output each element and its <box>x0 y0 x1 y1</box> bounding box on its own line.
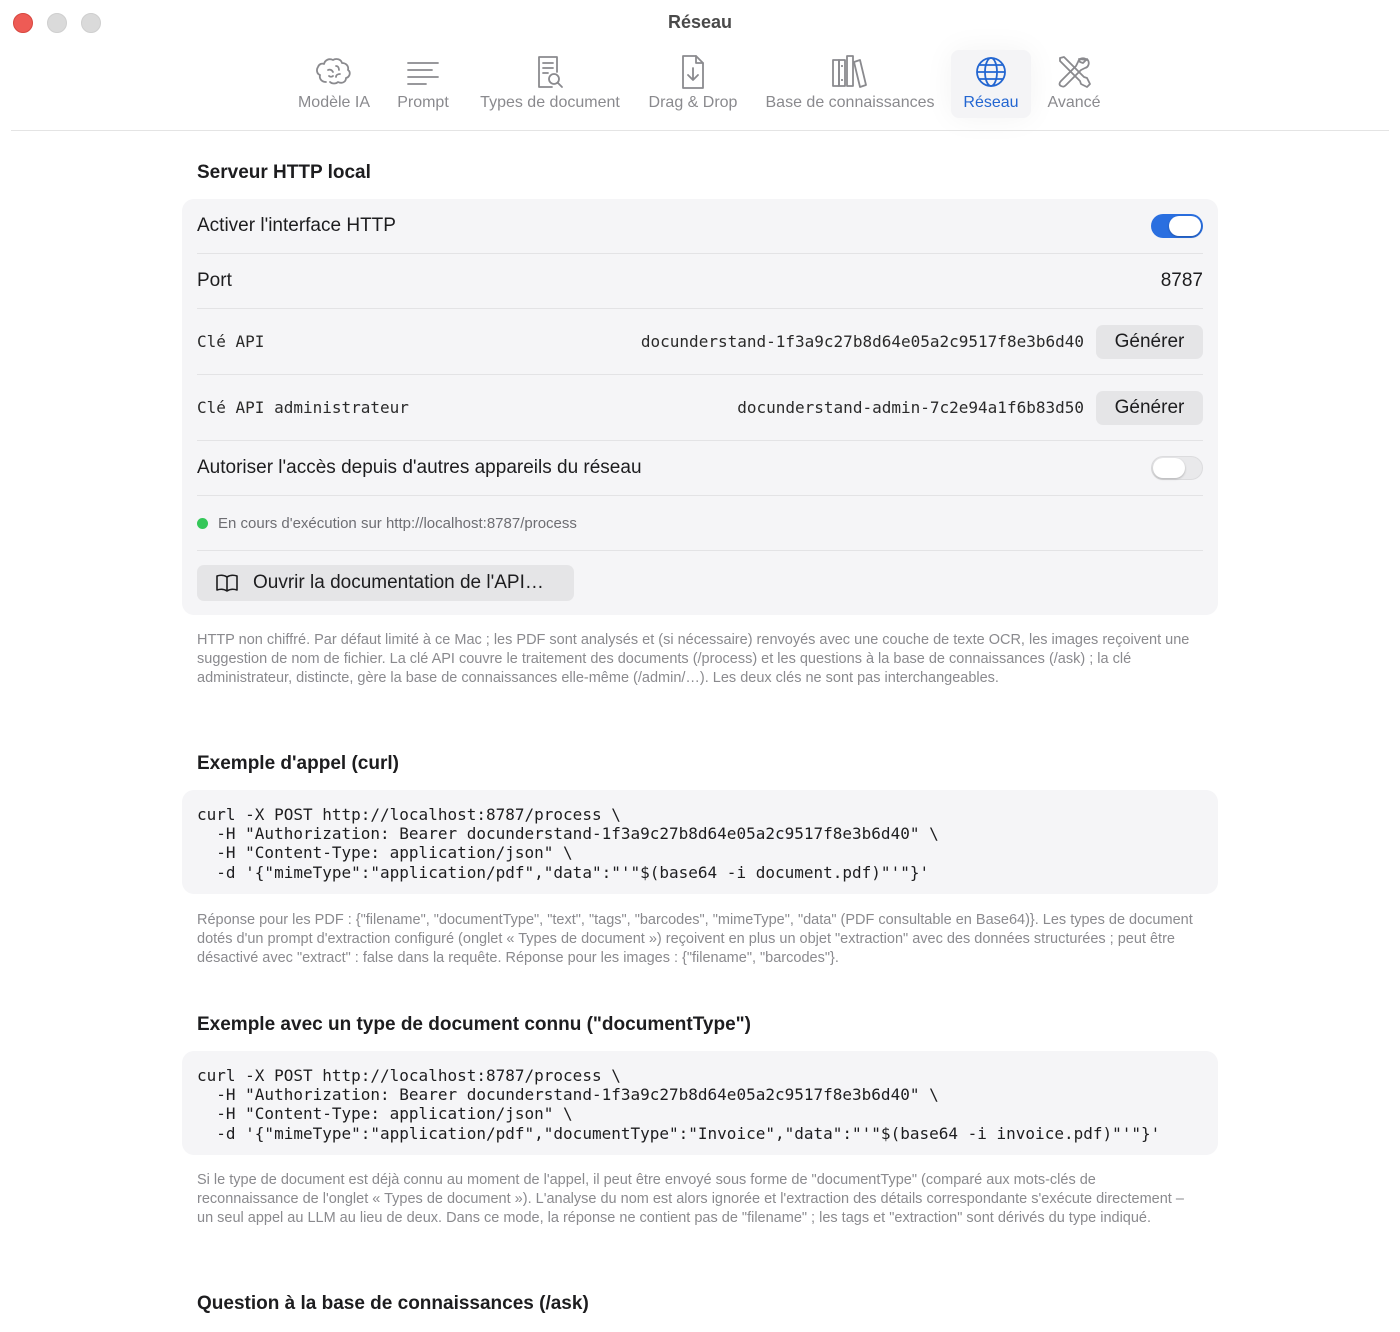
globe-icon <box>971 54 1011 90</box>
tab-prompt[interactable] <box>390 50 456 118</box>
open-api-docs-label: Ouvrir la documentation de l'API… <box>253 572 544 593</box>
port-row <box>197 254 1203 309</box>
document-search-icon <box>530 54 570 90</box>
toggle-knob <box>1169 216 1201 236</box>
http-settings-card <box>182 199 1218 615</box>
admin-key-value[interactable]: docunderstand-admin-7c2e94a1f6b83d50 <box>737 398 1084 417</box>
window-title: Réseau <box>667 12 733 32</box>
server-status <box>197 515 577 532</box>
admin-key-label: Clé API administrateur <box>197 398 409 417</box>
server-status-text: En cours d'exécution sur http://localhost:8787/process <box>218 514 577 532</box>
remote-access-toggle[interactable] <box>1151 456 1203 480</box>
status-row <box>197 496 1203 551</box>
tab-base-de-connaissances[interactable] <box>756 50 944 118</box>
admin-key-row <box>197 375 1203 441</box>
remote-access-row <box>197 441 1203 496</box>
tab-label: Modèle IA <box>297 94 371 111</box>
enable-http-label: Activer l'interface HTTP <box>197 215 396 236</box>
text-lines-icon <box>403 54 443 90</box>
toggle-knob <box>1153 458 1185 478</box>
tab-avance[interactable] <box>1042 50 1106 118</box>
api-key-label: Clé API <box>197 332 265 351</box>
toolbar-divider <box>11 130 1389 131</box>
api-key-value[interactable]: docunderstand-1f3a9c27b8d64e05a2c9517f8e3b6d40 <box>640 332 1084 351</box>
port-label: Port <box>197 270 232 291</box>
brain-icon <box>314 54 354 90</box>
port-value[interactable]: 8787 <box>1160 270 1203 291</box>
enable-http-row <box>197 199 1203 254</box>
tab-label: Base de connaissances <box>765 94 935 111</box>
http-section-title: Serveur HTTP local <box>197 162 371 183</box>
tab-label: Drag & Drop <box>648 94 738 111</box>
tab-label: Types de document <box>480 94 620 111</box>
example2-title: Exemple avec un type de document connu ("documentType") <box>197 1014 751 1035</box>
book-icon <box>215 573 239 593</box>
books-icon <box>830 54 870 90</box>
http-note: HTTP non chiffré. Par défaut limité à ce Mac ; les PDF sont analysés et (si nécessaire) renvoyés avec une couche de texte OCR, les images reçoivent une suggestion de nom de fichier. La clé API couvre le traitement des documents (/process) et les questions à la base de connaissances (/ask) ; la clé administrateur, distincte, gère la base de connaissances elle-même (/admin/…). Les deux clés ne sont pas interchangeables. <box>197 632 1190 686</box>
generate-admin-key-button[interactable]: Générer <box>1096 391 1203 425</box>
tab-types-de-document[interactable] <box>470 50 630 118</box>
ask-section-title: Question à la base de connaissances (/ask) <box>197 1293 589 1314</box>
settings-toolbar <box>0 50 1400 130</box>
example2-note: Si le type de document est déjà connu au moment de l'appel, il peut être envoyé sous forme de "documentType" (comparé aux mots-clés de reconnaissance de l'onglet « Types de document »). L'analyse du nom est alors ignorée et l'extraction des détails correspondante s'exécute directement – un seul appel au LLM au lieu de deux. Dans ce mode, la réponse ne contient pas de "filename" ; les tags et "extraction" sont dérivés du type indiqué. <box>197 1172 1184 1226</box>
tab-modele-ia[interactable] <box>291 50 377 118</box>
api-key-row <box>197 309 1203 375</box>
remote-access-label: Autoriser l'accès depuis d'autres appareils du réseau <box>197 457 642 478</box>
enable-http-toggle[interactable] <box>1151 214 1203 238</box>
document-download-icon <box>673 54 713 90</box>
generate-api-key-button[interactable]: Générer <box>1096 325 1203 359</box>
example1-code[interactable]: curl -X POST http://localhost:8787/process \ -H "Authorization: Bearer docunderstand-1f3a9c27b8d64e05a2c9517f8e3b6d40" \ -H "Content-Type: application/json" \ -d '{"mimeType":"application/pdf","data":"'"$(base64 -i document.pdf)"'"}' <box>197 805 939 882</box>
tab-label: Avancé <box>1047 94 1101 111</box>
example1-note: Réponse pour les PDF : {"filename", "documentType", "text", "tags", "barcodes", "mimeType", "data" (PDF consultable en Base64)}. Les types de document dotés d'un prompt d'extraction configuré (onglet « Types de document ») reçoivent en plus un objet "extraction" avec des données structurées ; peut être désactivé avec "extract" : false dans la requête. Réponse pour les images : {"filename", "barcodes"}. <box>197 912 1193 966</box>
example2-code[interactable]: curl -X POST http://localhost:8787/process \ -H "Authorization: Bearer docunderstand-1f3a9c27b8d64e05a2c9517f8e3b6d40" \ -H "Content-Type: application/json" \ -d '{"mimeType":"application/pdf","documentType":"Invoice","data":"'"$(base64 -i invoice.pdf)"'"}' <box>197 1066 1161 1143</box>
open-api-docs-button[interactable] <box>197 565 574 601</box>
tools-icon <box>1054 54 1094 90</box>
tab-label: Prompt <box>397 94 449 111</box>
example1-title: Exemple d'appel (curl) <box>197 753 399 774</box>
tab-drag-drop[interactable] <box>641 50 745 118</box>
tab-reseau[interactable] <box>951 50 1031 118</box>
tab-label: Réseau <box>963 94 1019 111</box>
status-dot-icon <box>197 518 208 529</box>
